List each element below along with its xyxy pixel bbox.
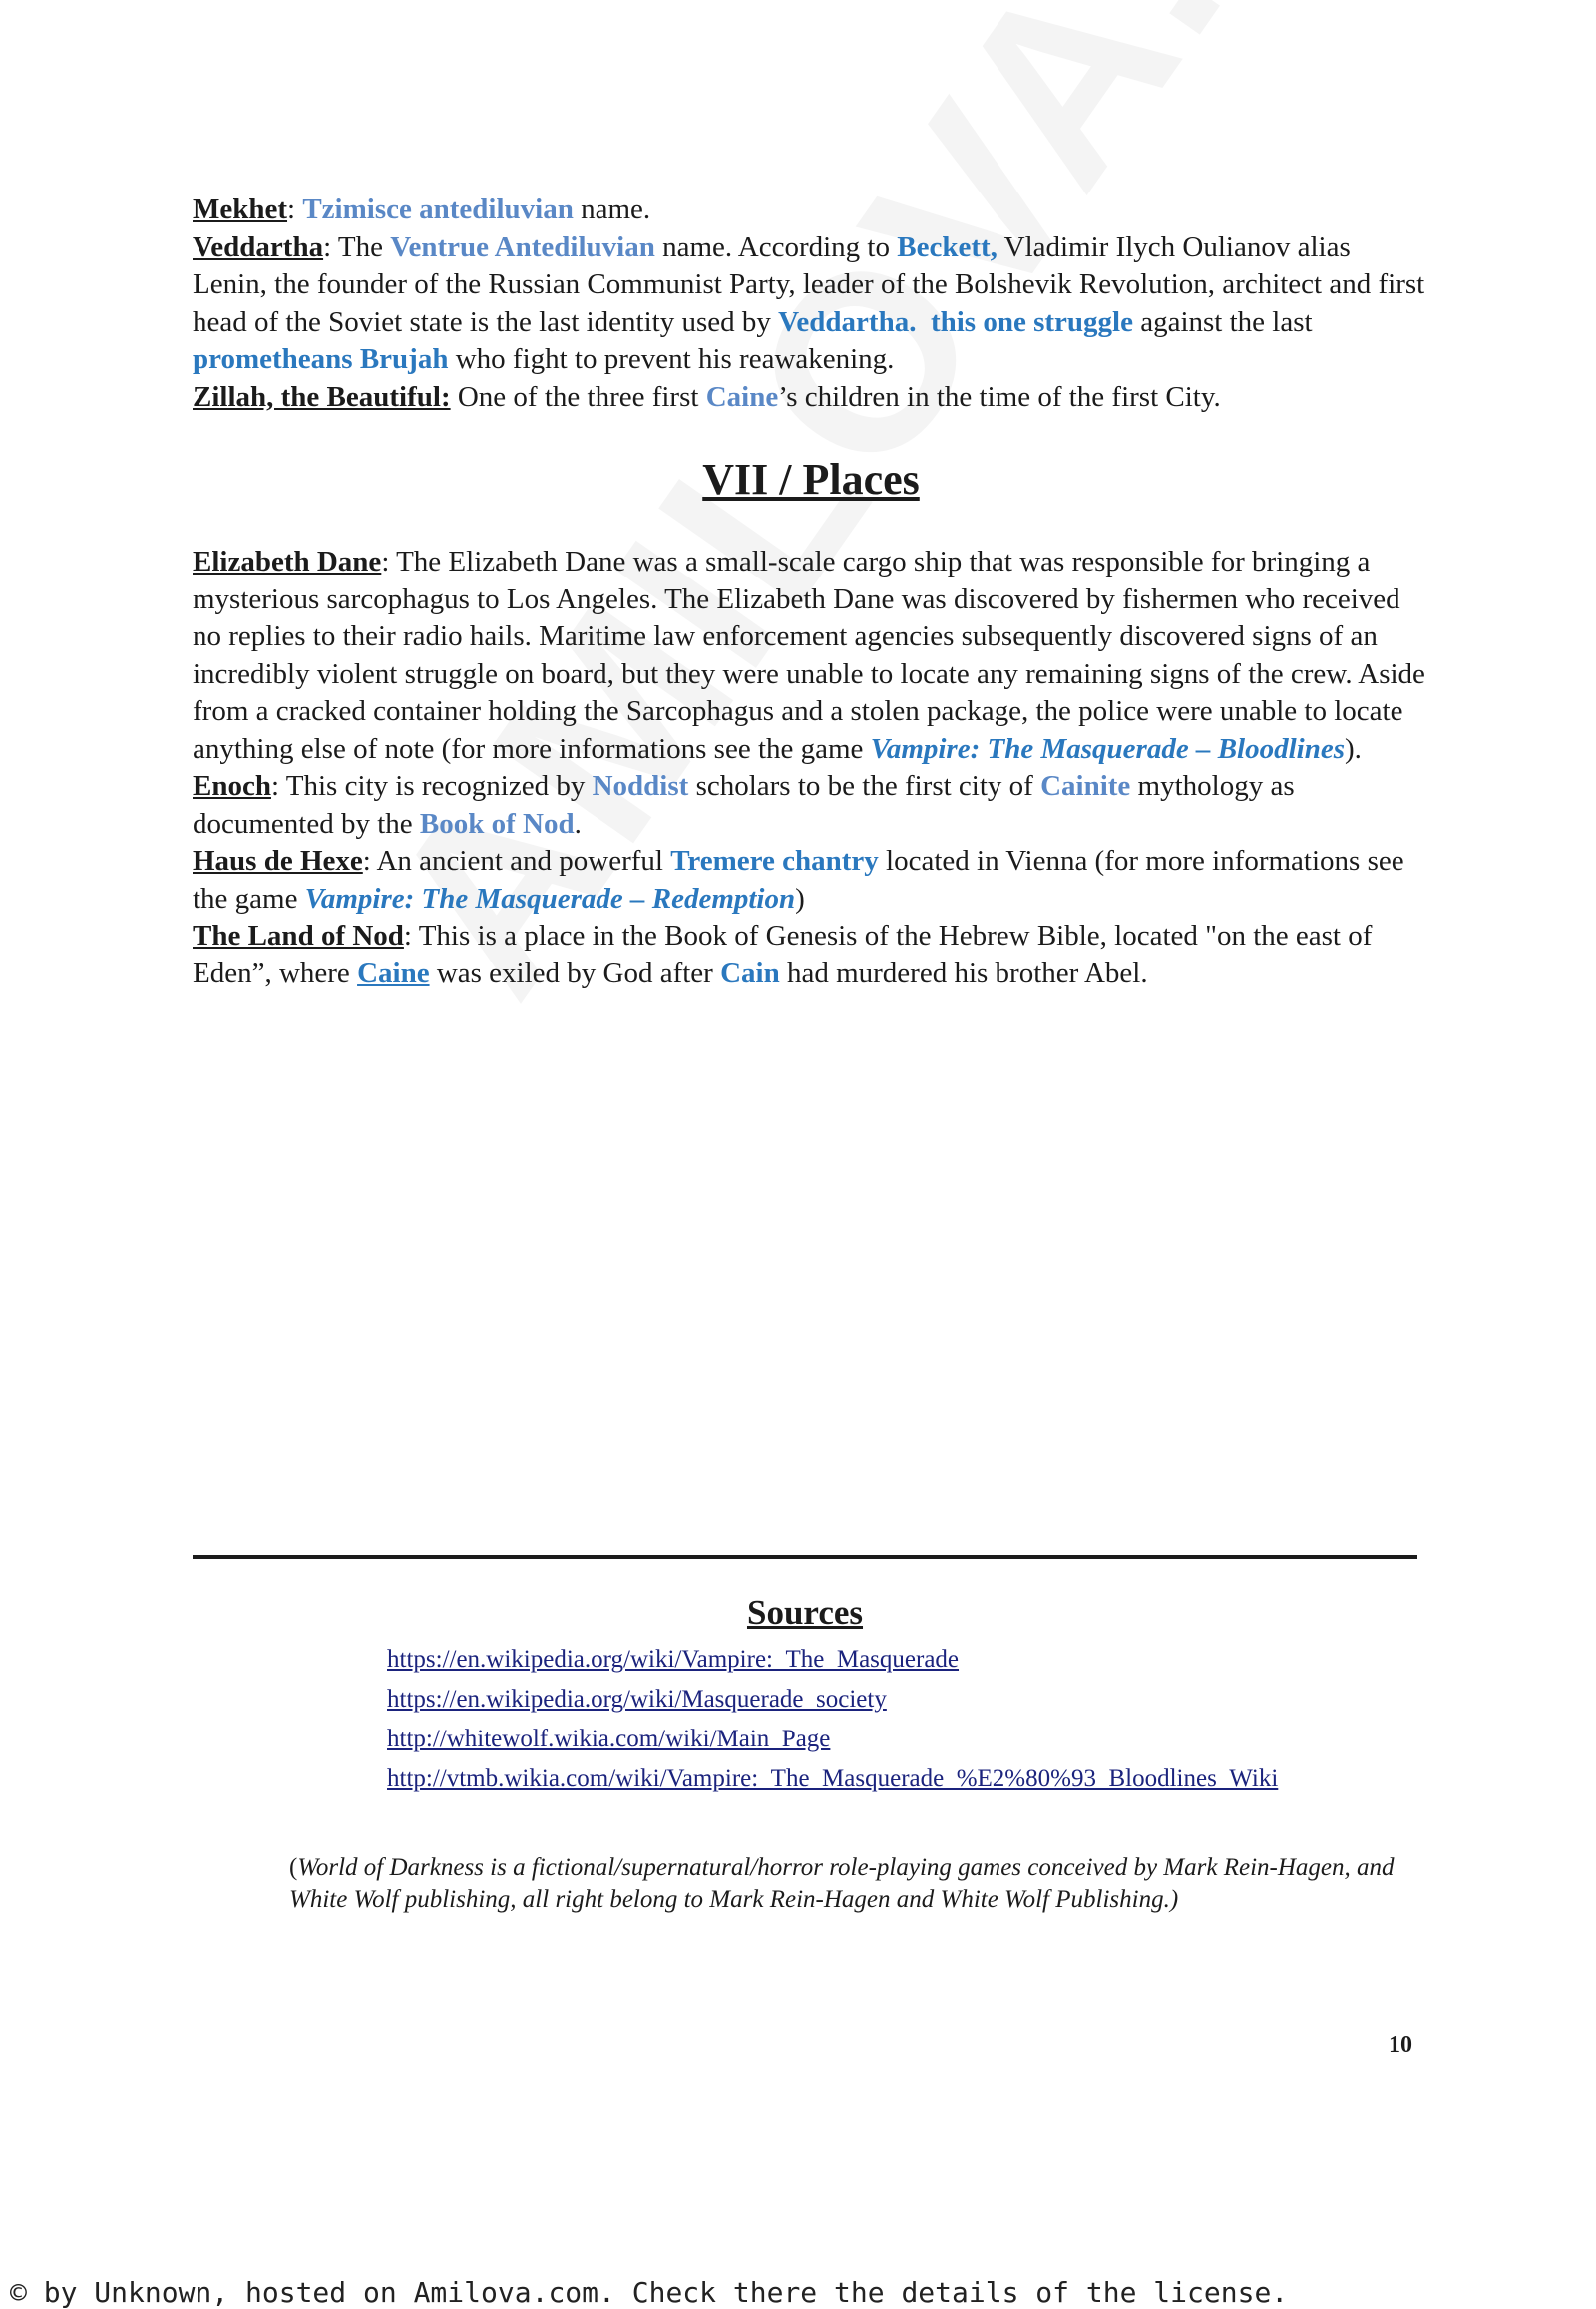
term-zillah: Zillah, the Beautiful:: [193, 380, 451, 413]
term-land-of-nod: The Land of Nod: [193, 920, 404, 952]
link-cain[interactable]: Cain: [720, 957, 780, 989]
sources-title: Sources: [746, 1593, 864, 1632]
entry-zillah: Zillah, the Beautiful: One of the three first Caine’s children in the time of the first City.: [193, 380, 1221, 413]
link-noddist[interactable]: Noddist: [592, 770, 689, 802]
entry-veddartha: Veddartha: The Ventrue Antediluvian name. According to Beckett, Vladimir Ilych Oulianov alias Lenin, the founder of the Russian Communist Party, leader of the Bolshevik Revolution, architect and first head of the Soviet state is the last identity used by Veddartha. this one struggle against the last prometheans Brujah who fight to prevent his reawakening.: [193, 230, 1425, 375]
link-struggle[interactable]: this one struggle: [930, 305, 1133, 338]
copyright-note: (World of Darkness is a fictional/supernatural/horror role-playing games conceived by Mark Rein-Hagen, and White Wolf publishing, all right belong to Mark Rein-Hagen and White Wolf Publishing.): [289, 1854, 1395, 1913]
source-link-1[interactable]: https://en.wikipedia.org/wiki/Vampire:_The_Masquerade: [387, 1646, 960, 1673]
entry-haus-de-hexe: Haus de Hexe: An ancient and powerful Tremere chantry located in Vienna (for more informations see the game Vampire: The Masquerade – Redemption): [193, 845, 1404, 915]
entry-land-of-nod: The Land of Nod: This is a place in the Book of Genesis of the Hebrew Bible, located "on the east of Eden”, where Caine was exiled by God after Cain had murdered his brother Abel.: [193, 920, 1373, 989]
entry-mekhet: Mekhet: Tzimisce antediluvian name.: [193, 193, 651, 225]
source-link-4[interactable]: http://vtmb.wikia.com/wiki/Vampire:_The_Masquerade_%E2%80%93_Bloodlines_Wiki: [387, 1765, 1279, 1792]
link-book-of-nod[interactable]: Book of Nod: [419, 807, 575, 840]
page-number: 10: [1389, 2032, 1412, 2058]
link-bloodlines-game[interactable]: Vampire: The Masquerade – Bloodlines: [870, 732, 1345, 765]
link-caine-underlined[interactable]: Caine: [357, 957, 430, 989]
license-footer: © by Unknown, hosted on Amilova.com. Check there the details of the license.: [10, 2276, 1289, 2309]
link-ventrue[interactable]: Ventrue Antediluvian: [390, 230, 655, 263]
link-veddartha[interactable]: Veddartha.: [778, 305, 917, 338]
source-link-2[interactable]: https://en.wikipedia.org/wiki/Masquerade_society: [387, 1686, 887, 1713]
section-title: VII / Places: [702, 455, 920, 504]
source-link-3[interactable]: http://whitewolf.wikia.com/wiki/Main_Page: [387, 1726, 831, 1752]
link-cainite[interactable]: Cainite: [1040, 770, 1131, 802]
horizontal-divider: [193, 1555, 1417, 1559]
link-caine[interactable]: Caine: [705, 380, 779, 413]
term-veddartha: Veddartha: [193, 230, 324, 263]
document-body: [193, 192, 1429, 992]
link-tzimisce[interactable]: Tzimisce antediluvian: [302, 193, 574, 225]
term-elizabeth-dane: Elizabeth Dane: [193, 546, 382, 577]
entry-enoch: Enoch: This city is recognized by Noddist scholars to be the first city of Cainite mythology as documented by the Book of Nod.: [193, 770, 1295, 840]
term-enoch: Enoch: [193, 770, 271, 802]
link-prometheans-brujah[interactable]: prometheans Brujah: [193, 343, 449, 375]
link-redemption-game[interactable]: Vampire: The Masquerade – Redemption: [304, 882, 796, 915]
link-beckett[interactable]: Beckett,: [897, 230, 998, 263]
term-haus-de-hexe: Haus de Hexe: [193, 845, 363, 877]
term-mekhet: Mekhet: [193, 193, 288, 225]
sources-list: [387, 1640, 1278, 1799]
link-tremere-chantry[interactable]: Tremere chantry: [670, 845, 879, 877]
entry-elizabeth-dane: Elizabeth Dane: The Elizabeth Dane was a small-scale cargo ship that was responsible for bringing a mysterious sarcophagus to Los Angeles. The Elizabeth Dane was discovered by fishermen who received no replies to their radio hails. Maritime law enforcement agencies subsequently discovered signs of an incredibly violent struggle on board, but they were unable to locate any remaining signs of the crew. Aside from a cracked container holding the Sarcophagus and a stolen package, the police were unable to locate anything else of note (for more informations see the game Vampire: The Masquerade – Bloodlines).: [193, 546, 1425, 765]
